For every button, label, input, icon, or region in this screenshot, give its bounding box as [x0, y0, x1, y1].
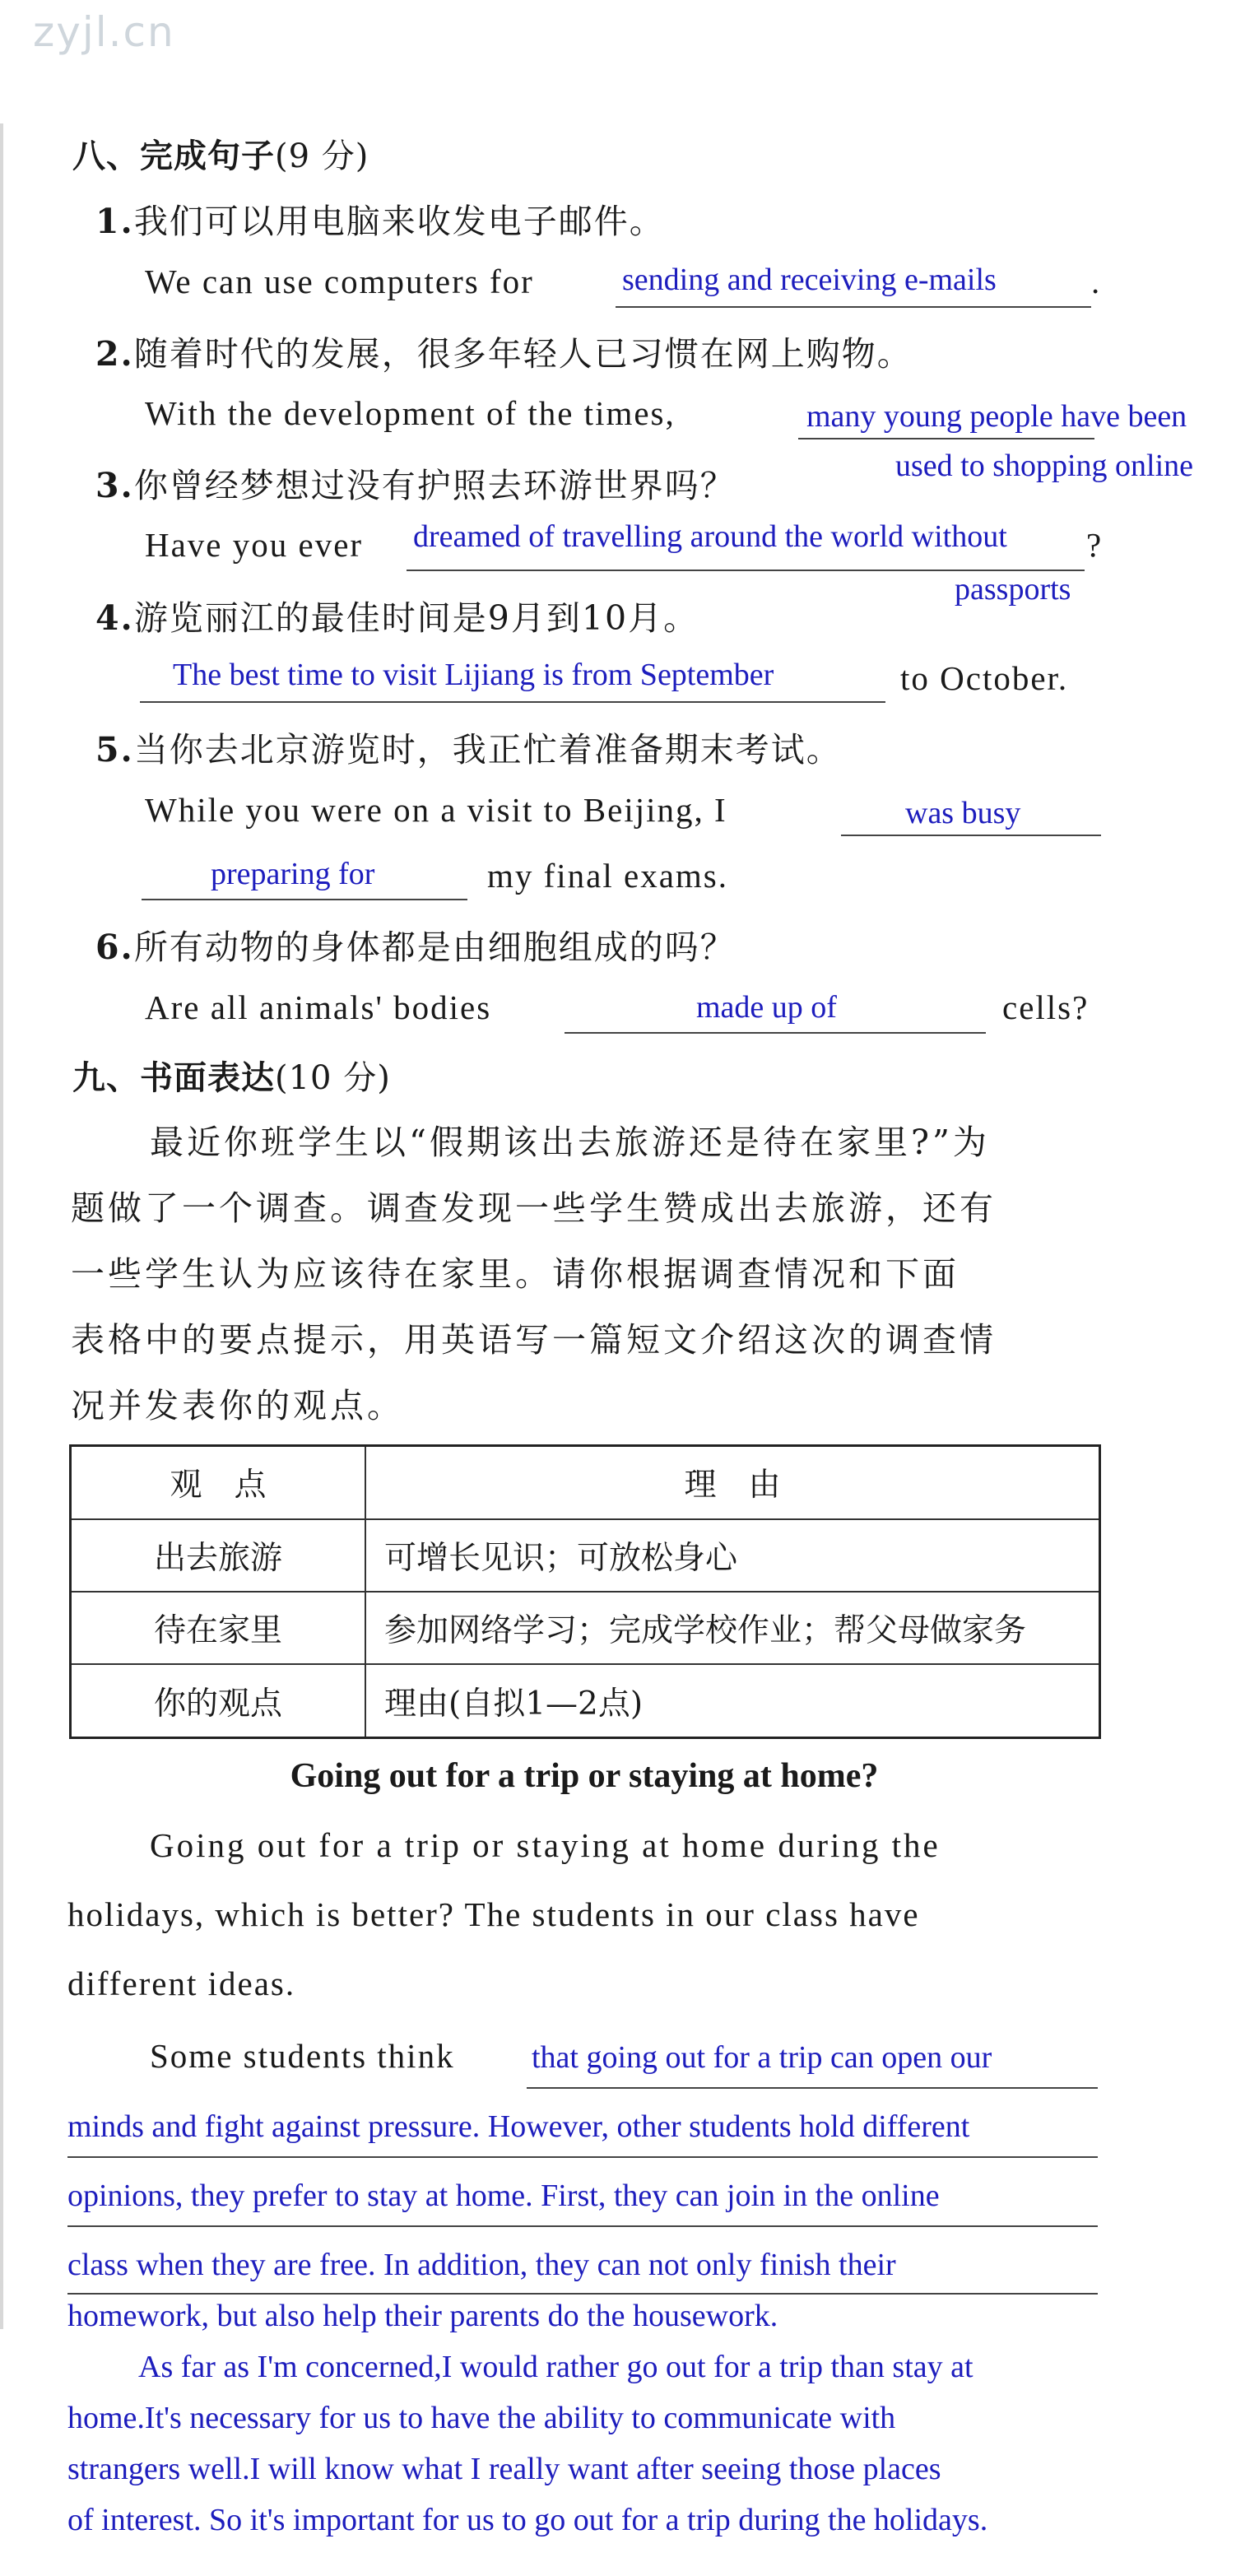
item-6-english-end: cells? [1002, 988, 1090, 1026]
section-8-heading [72, 130, 369, 177]
essay-printed-line: Going out for a trip or staying at home during the [150, 1826, 941, 1864]
item-5-english-start: While you were on a visit to Beijing, I [145, 791, 727, 829]
essay-rule [67, 2156, 1098, 2158]
writing-prompt [71, 1109, 1108, 1439]
table-row [71, 1592, 1100, 1664]
essay-rule [527, 2087, 1098, 2089]
item-3-english-start: Have you ever [145, 526, 364, 564]
table-cell: 你的观点 [71, 1664, 366, 1737]
item-6-english-start: Are all animals' bodies [145, 988, 492, 1026]
essay-answer-line: class when they are free. In addition, they can not only finish their [67, 2248, 896, 2282]
section-9-title: 九、书面表达 [72, 1058, 275, 1097]
essay-answer-line: As far as I'm concerned,I would rather go out for a trip than stay at [138, 2350, 973, 2384]
item-6-blank-line [565, 1032, 986, 1034]
item-1-blank-line [616, 306, 1091, 308]
item-2-blank-line [798, 438, 1094, 439]
table-cell: 参加网络学习；完成学校作业；帮父母做家务 [365, 1592, 1100, 1664]
item-4-english-end: to October. [900, 659, 1069, 697]
essay-answer-line: of interest. So it's important for us to go out for a trip during the holidays. [67, 2503, 988, 2537]
essay-printed-line: different ideas. [67, 1965, 296, 2002]
item-6-chinese: 6.所有动物的身体都是由细胞组成的吗？ [95, 928, 736, 967]
item-4-blank-line [140, 701, 885, 703]
prompt-line: 一些学生认为应该待在家里。请你根据调查情况和下面 [71, 1254, 960, 1294]
essay-printed-line: holidays, which is better? The students in our class have [67, 1895, 920, 1933]
table-header-cell: 理 由 [365, 1446, 1100, 1519]
prompt-line: 况并发表你的观点。 [71, 1386, 404, 1425]
item-6-answer: made up of [696, 990, 837, 1025]
prompt-line: 最近你班学生以“假期该出去旅游还是待在家里?”为 [150, 1123, 990, 1162]
item-1-english-start: We can use computers for [145, 263, 534, 300]
essay-answer-line: home.It's necessary for us to have the ability to communicate with [67, 2401, 896, 2435]
item-2-answer-line1: many young people have been [806, 399, 1187, 434]
prompt-line: 题做了一个调查。调查发现一些学生赞成出去旅游，还有 [71, 1188, 997, 1228]
table-header-row [71, 1446, 1100, 1519]
item-5-answer-line1: was busy [905, 796, 1021, 830]
item-3-english-end: ? [1086, 526, 1104, 564]
item-1-answer: sending and receiving e-mails [622, 263, 997, 297]
table-header-cell: 观 点 [71, 1446, 366, 1519]
table-row [71, 1519, 1100, 1592]
essay-answer-line: that going out for a trip can open our [532, 2040, 992, 2075]
prompt-line: 表格中的要点提示，用英语写一篇短文介绍这次的调查情 [71, 1320, 997, 1360]
section-9-points: (10 分) [275, 1059, 391, 1097]
page-edge [0, 123, 3, 2329]
item-2-answer-line2: used to shopping online [895, 449, 1194, 483]
item-3-chinese: 3.你曾经梦想过没有护照去环游世界吗？ [95, 466, 736, 505]
essay-answer-line: minds and fight against pressure. However, other students hold different [67, 2109, 970, 2144]
item-5-english-end: my final exams. [487, 857, 729, 895]
item-2-english-start: With the development of the times, [145, 394, 676, 432]
item-3-answer-line2: passports [955, 572, 1071, 607]
section-9-heading [72, 1052, 391, 1099]
item-4-answer: The best time to visit Lijiang is from September [173, 658, 774, 692]
essay-rule [67, 2293, 1098, 2295]
item-1-english-end: . [1091, 263, 1102, 300]
essay-title: Going out for a trip or staying at home? [290, 1757, 879, 1795]
points-table [69, 1444, 1101, 1739]
essay-answer-line: homework, but also help their parents do the housework. [67, 2299, 778, 2333]
table-cell: 待在家里 [71, 1592, 366, 1664]
essay-printed-start: Some students think [150, 2037, 455, 2075]
item-5-blank-line-1 [841, 835, 1101, 836]
item-3-answer-line1: dreamed of travelling around the world without [413, 519, 1007, 554]
section-8-title: 八、完成句子 [72, 137, 275, 175]
essay-answer-line: strangers well.I will know what I really want after seeing those places [67, 2452, 941, 2486]
item-5-answer-line2: preparing for [211, 857, 375, 891]
table-cell: 出去旅游 [71, 1519, 366, 1592]
table-cell: 可增长见识；可放松身心 [365, 1519, 1100, 1592]
item-2-chinese: 2.随着时代的发展，很多年轻人已习惯在网上购物。 [95, 334, 913, 374]
watermark: zyjl.cn [33, 8, 175, 56]
item-1-chinese: 1.我们可以用电脑来收发电子邮件。 [95, 202, 665, 241]
section-8-points: (9 分) [275, 137, 369, 175]
item-5-chinese: 5.当你去北京游览时，我正忙着准备期末考试。 [95, 730, 842, 770]
table-cell: 理由(自拟1—2点) [365, 1664, 1100, 1737]
item-5-blank-line-2 [142, 899, 467, 900]
essay-answer-line: opinions, they prefer to stay at home. First, they can join in the online [67, 2178, 940, 2213]
item-4-chinese: 4.游览丽江的最佳时间是9月到10月。 [95, 598, 699, 638]
table-row [71, 1664, 1100, 1737]
essay-rule [67, 2225, 1098, 2227]
